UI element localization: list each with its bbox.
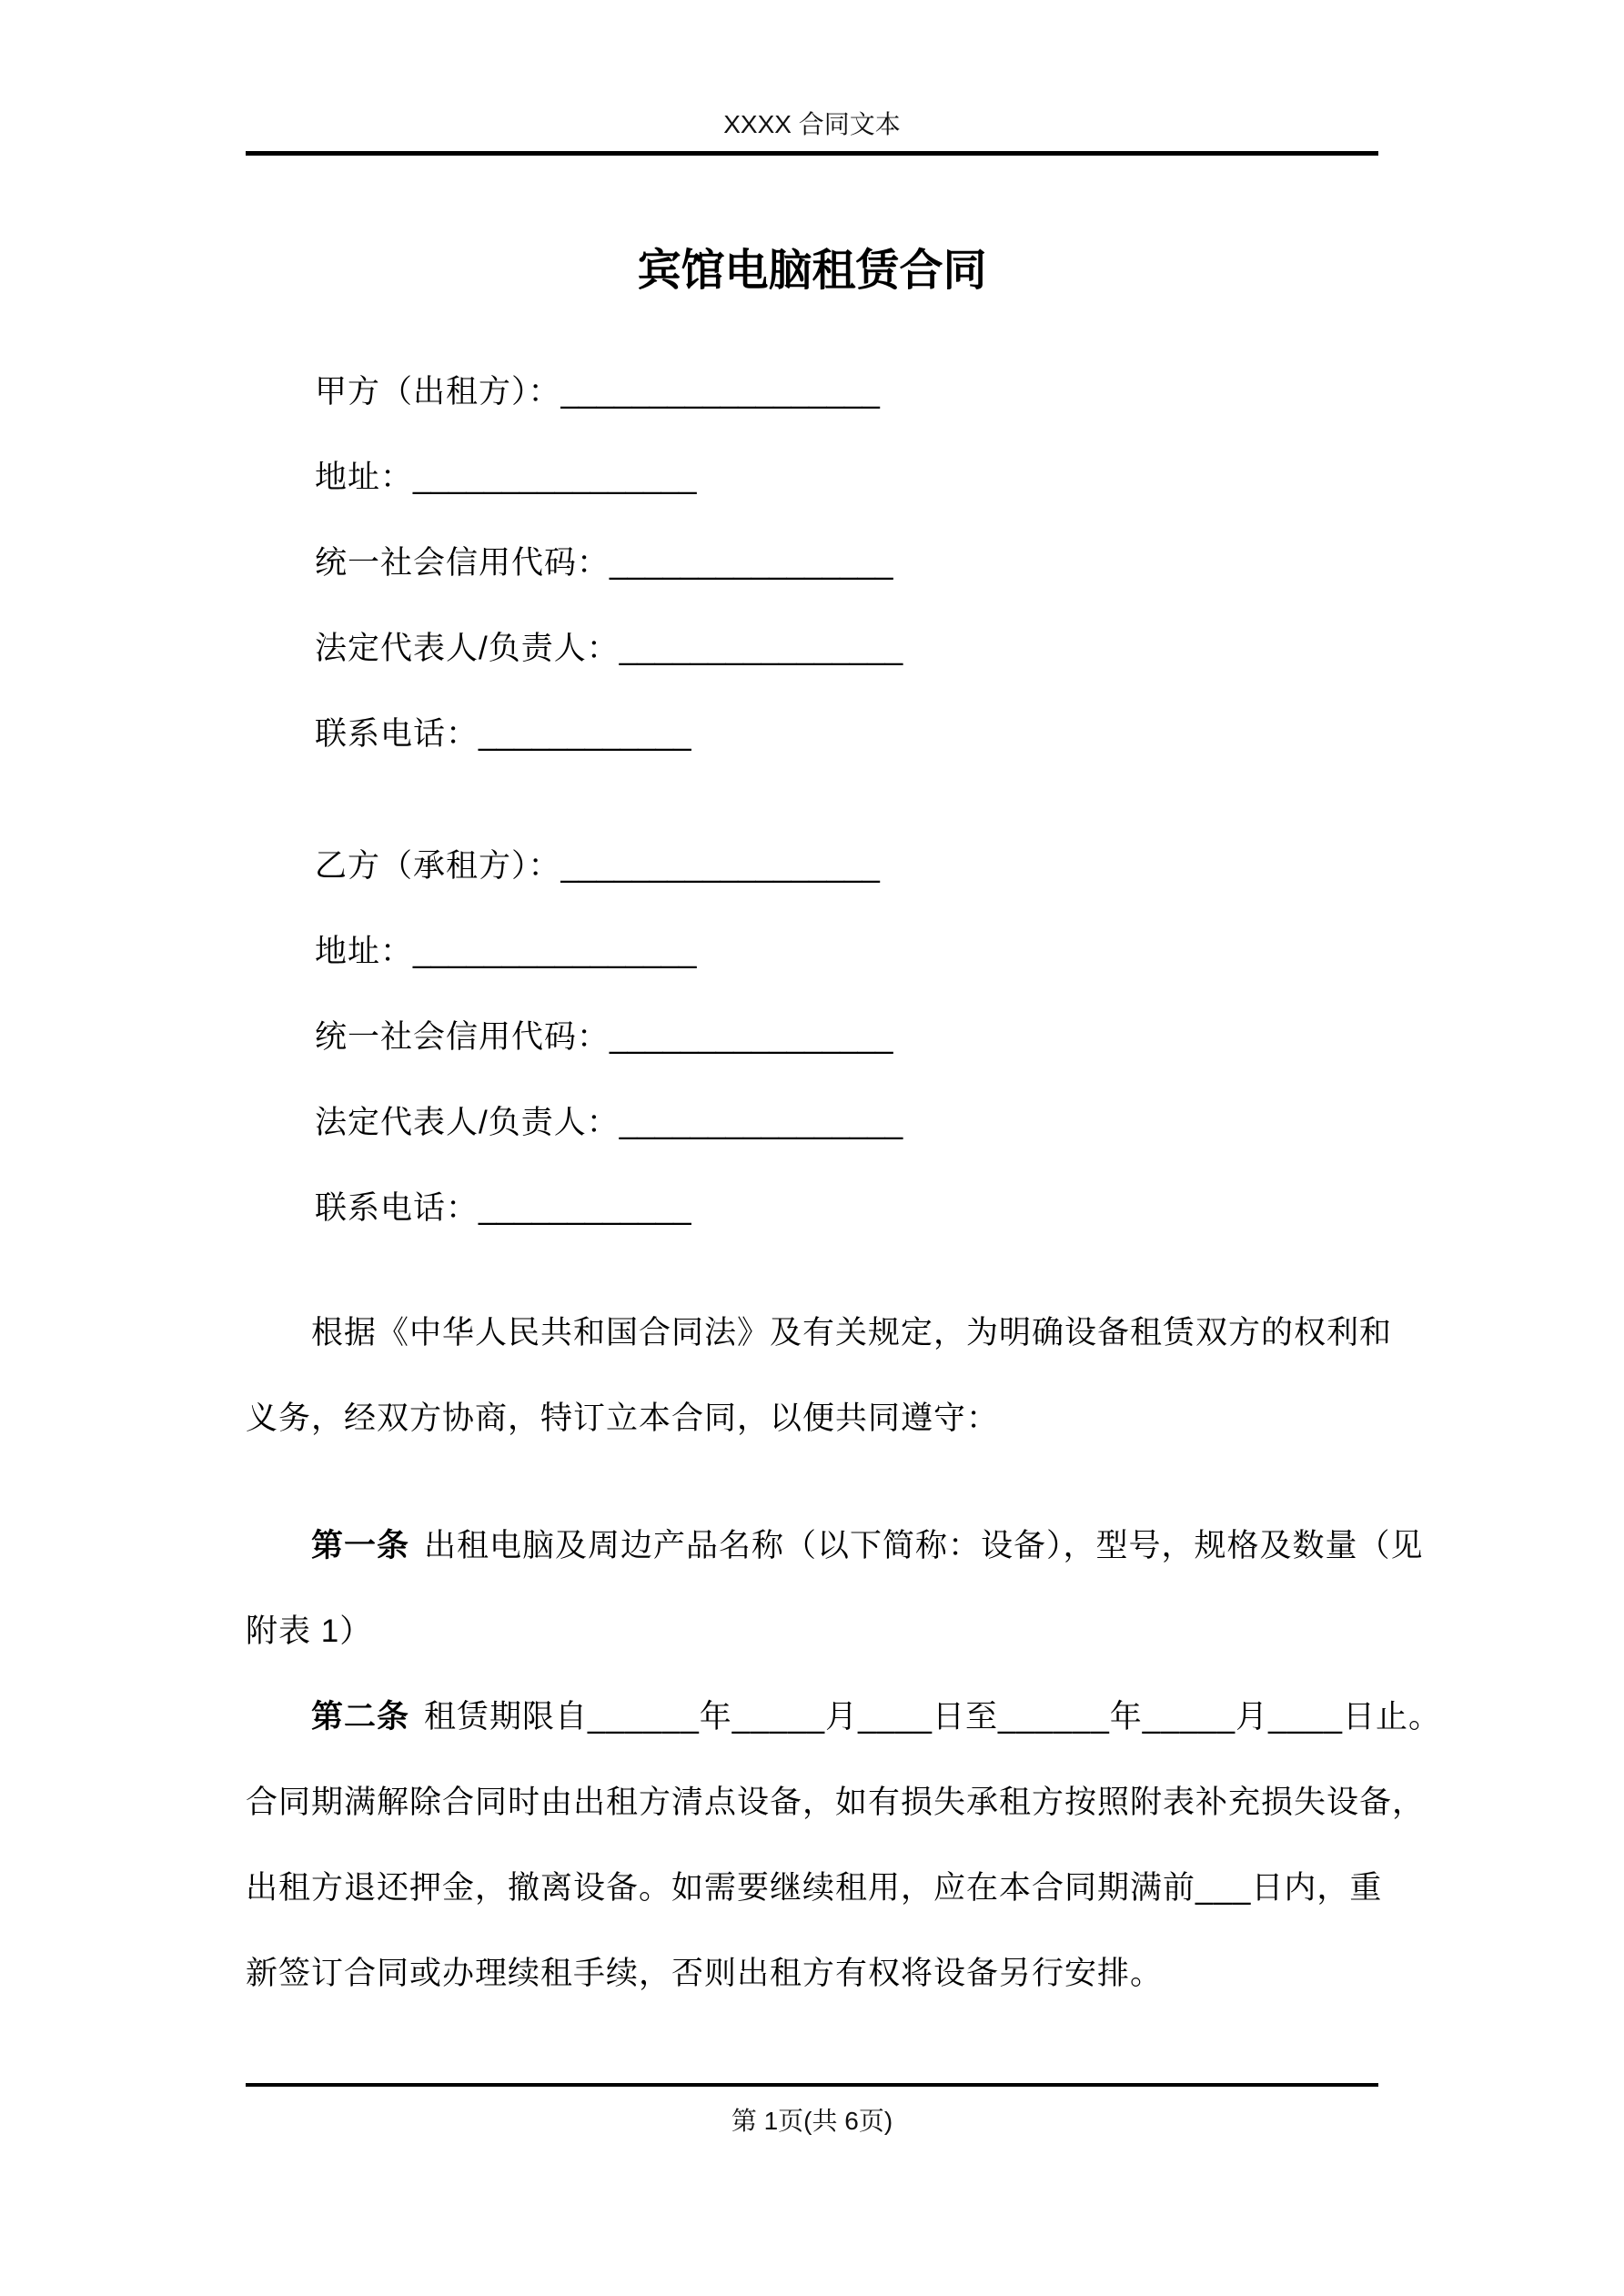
party-b-address-label: 地址：: [315, 934, 414, 969]
article-1-label: 第一条: [311, 1528, 410, 1563]
article-1-line-1: [246, 1503, 1424, 1589]
field-row-party-a-address: [246, 435, 1397, 521]
party-b-name-blank: __________________: [560, 848, 880, 884]
header-doc-type-label: XXXX 合同文本: [723, 110, 901, 138]
field-row-party-b-legal-rep: [246, 1080, 1397, 1166]
document-body: [246, 349, 1441, 2017]
party-a-legal-rep-blank: ________________: [619, 631, 903, 666]
field-row-party-a-phone: [246, 692, 1397, 777]
party-b-section: [246, 824, 1397, 1251]
field-row-party-b-address: [246, 909, 1397, 995]
field-row-party-b-credit-code: [246, 995, 1397, 1080]
party-b-credit-code-blank: ________________: [610, 1019, 893, 1055]
party-a-address-label: 地址：: [315, 460, 414, 495]
article-2-line-3: 出租方退还押金，撤离设备。如需要继续租用，应在本合同期满前___日内，重: [246, 1870, 1383, 1906]
party-b-credit-code-label: 统一社会信用代码：: [315, 1019, 610, 1055]
preamble-line-1: 根据《中华人民共和国合同法》及有关规定，为明确设备租赁双方的权利和: [311, 1315, 1393, 1350]
article-2-line-4: 新签订合同或办理续租手续，否则出租方有权将设备另行安排。: [246, 1956, 1164, 1991]
party-a-name-blank: __________________: [560, 374, 880, 410]
article-2-paragraph: [246, 1674, 1441, 2017]
article-1-paragraph: [246, 1503, 1424, 1674]
party-a-address-blank: ________________: [413, 460, 697, 495]
party-b-phone-blank: ____________: [479, 1190, 691, 1226]
article-2-label: 第二条: [311, 1699, 410, 1735]
article-1-text: 出租电脑及周边产品名称（以下简称：设备），型号，规格及数量（见: [424, 1528, 1424, 1563]
page-header: [0, 0, 1624, 156]
party-b-phone-label: 联系电话：: [315, 1190, 479, 1226]
party-a-phone-label: 联系电话：: [315, 716, 479, 752]
party-b-legal-rep-blank: ________________: [619, 1105, 903, 1140]
party-a-credit-code-label: 统一社会信用代码：: [315, 545, 610, 581]
field-row-party-b-phone: [246, 1166, 1397, 1251]
page-footer: [0, 2083, 1624, 2136]
page-number: 第 1页(共 6页): [731, 2107, 893, 2135]
party-a-phone-blank: ____________: [479, 716, 691, 752]
field-row-party-b-name: [246, 824, 1397, 909]
article-1-line-2: 附表 1）: [246, 1613, 373, 1649]
field-row-party-a-legal-rep: [246, 606, 1397, 692]
party-a-credit-code-blank: ________________: [610, 545, 893, 581]
footer-rule: [246, 2083, 1378, 2087]
party-a-legal-rep-label: 法定代表人/负责人：: [315, 631, 620, 666]
preamble-paragraph: [246, 1290, 1397, 1462]
article-2-line-2: 合同期满解除合同时由出租方清点设备，如有损失承租方按照附表补充损失设备，: [246, 1785, 1426, 1820]
party-b-name-label: 乙方（承租方）：: [315, 848, 561, 884]
preamble-line-2: 义务，经双方协商，特订立本合同，以便共同遵守：: [246, 1401, 1000, 1436]
party-a-section: [246, 349, 1397, 777]
document-title: 宾馆电脑租赁合同: [637, 247, 987, 295]
party-a-name-label: 甲方（出租方）：: [315, 374, 561, 410]
field-row-party-a-credit-code: [246, 521, 1397, 606]
party-b-address-blank: ________________: [413, 934, 697, 969]
party-b-legal-rep-label: 法定代表人/负责人：: [315, 1105, 620, 1140]
article-2-line-1: [246, 1674, 1441, 1760]
header-rule: [246, 151, 1378, 156]
article-2-text: 租赁期限自______年_____月____日至______年_____月____日止。: [424, 1699, 1441, 1735]
field-row-party-a-name: [246, 349, 1397, 435]
